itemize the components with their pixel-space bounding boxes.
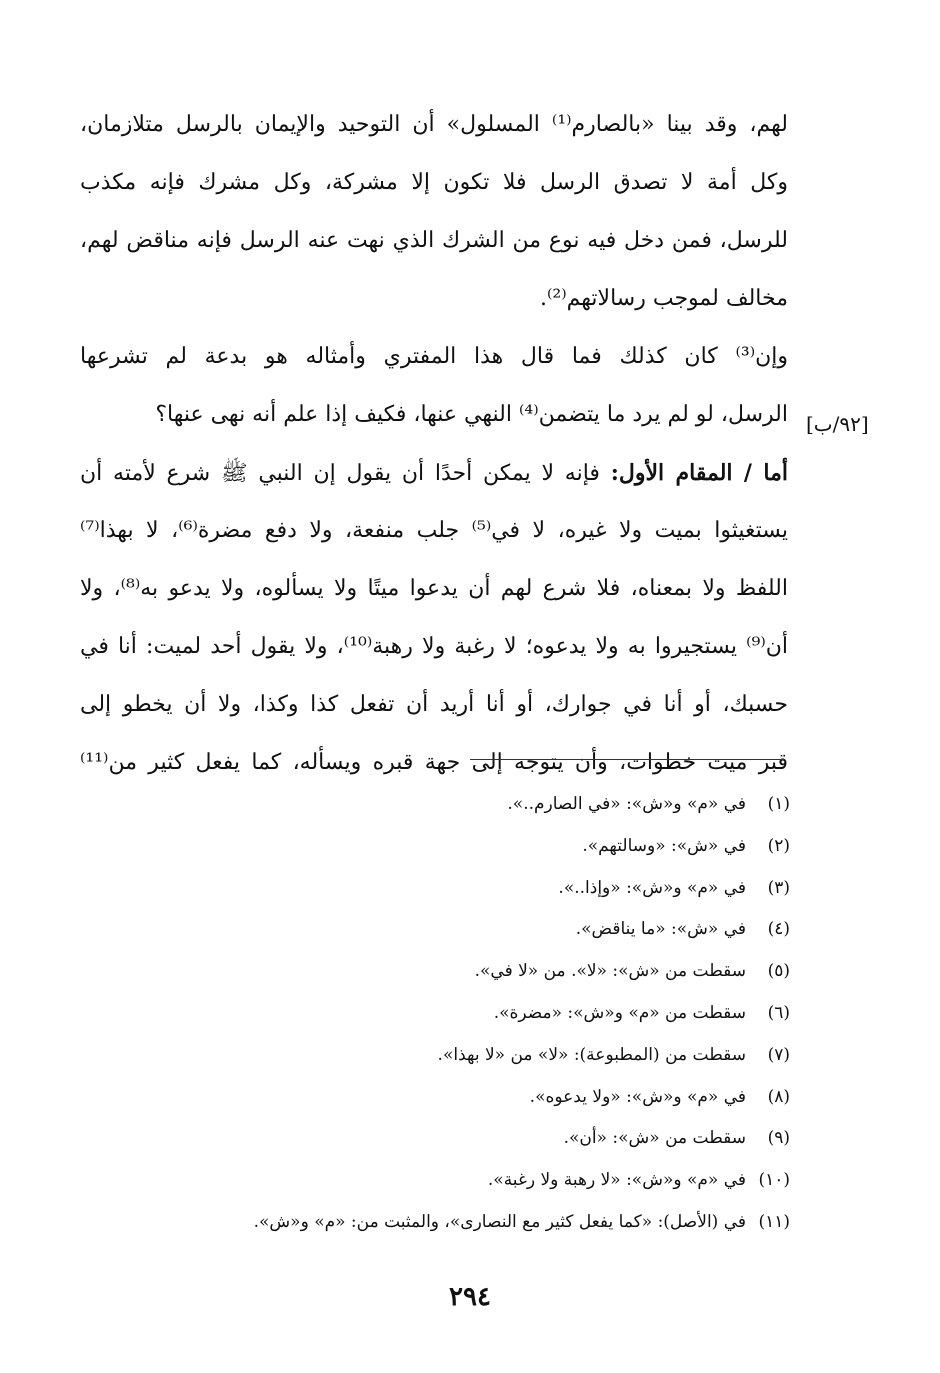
- footnote-number: (٥): [767, 961, 790, 982]
- footnote-text: في «ش»: «وسالتهم».: [582, 835, 746, 856]
- text-line: قبر ميت خطوات، وأن يتوجه إلى جهة قبره ويسأله، كما يفعل كثير من⁽¹¹⁾: [80, 750, 788, 775]
- text-line: لهم، وقد بينا «بالصارم⁽¹⁾ المسلول» أن التوحيد والإيمان بالرسل متلازمان،: [80, 112, 788, 137]
- footnote: [140, 909, 790, 951]
- text-line-with-heading: [80, 444, 788, 502]
- footnote-number: (٣): [767, 877, 790, 898]
- manuscript-folio-marker: [٩٢/ب]: [806, 412, 869, 436]
- footnotes: [140, 784, 790, 1244]
- text-line: وإن⁽³⁾ كان كذلك فما قال هذا المفتري وأمثاله هو بدعة لم تشرعها: [80, 344, 788, 369]
- footnote-number: (٤): [767, 919, 790, 940]
- footnote-number: (١٠): [758, 1170, 790, 1191]
- text-line: اللفظ ولا بمعناه، فلا شرع لهم أن يدعوا ميتًا ولا يسألوه، ولا يدعو به⁽⁸⁾، ولا: [80, 576, 788, 601]
- page-number: ٢٩٤: [449, 1282, 491, 1312]
- main-text: [80, 96, 788, 792]
- footnote-number: (٢): [767, 835, 790, 856]
- text-line: حسبك، أو أنا في جوارك، أو أنا أريد أن تفعل كذا وكذا، ولا أن يخطو إلى: [80, 692, 788, 717]
- footnote: [140, 1077, 790, 1119]
- footnote-number: (٩): [767, 1128, 790, 1149]
- text-line: مخالف لموجب رسالاتهم⁽²⁾.: [540, 286, 788, 311]
- footnote-text: في (الأصل): «كما يفعل كثير مع النصارى»، والمثبت من: «م» و«ش».: [253, 1211, 746, 1232]
- footnote-number: (٦): [767, 1002, 790, 1023]
- footnote: [140, 951, 790, 993]
- footnote: [140, 826, 790, 868]
- text-line: يستغيثوا بميت ولا غيره، لا في⁽⁵⁾ جلب منفعة، ولا دفع مضرة⁽⁶⁾، لا بهذا⁽⁷⁾: [80, 518, 788, 543]
- footnote-text: في «م» و«ش»: «ولا يدعوه».: [529, 1086, 746, 1107]
- footnote-text: سقطت من «ش»: «لا». من «لا في».: [474, 961, 746, 982]
- footnote-text: في «م» و«ش»: «في الصارم..».: [507, 794, 746, 814]
- footnote: [140, 1035, 790, 1077]
- footnote-number: (٧): [767, 1044, 790, 1065]
- footnote: [140, 784, 790, 826]
- footnote-text: سقطت من «م» و«ش»: «مضرة».: [493, 1002, 746, 1023]
- footnote-divider: [470, 759, 784, 760]
- footnote-text: في «م» و«ش»: «وإذا..».: [558, 877, 746, 898]
- section-heading: أما / المقام الأول:: [610, 460, 788, 486]
- text-line: الرسل، لو لم يرد ما يتضمن⁽⁴⁾ النهي عنها، فكيف إذا علم أنه نهى عنها؟: [155, 402, 788, 427]
- text-line: للرسل، فمن دخل فيه نوع من الشرك الذي نهت عنه الرسل فإنه مناقض لهم،: [80, 228, 788, 253]
- footnote-text: سقطت من (المطبوعة): «لا» من «لا بهذا».: [437, 1044, 746, 1065]
- text-line: فإنه لا يمكن أحدًا أن يقول إن النبي ﷺ شرع لأمته أن: [80, 461, 600, 486]
- footnote: [140, 993, 790, 1035]
- text-line: وكل أمة لا تصدق الرسل فلا تكون إلا مشركة، وكل مشرك فإنه مكذب: [80, 170, 788, 195]
- footnote: [140, 1118, 790, 1160]
- footnote-text: في «م» و«ش»: «لا رهبة ولا رغبة».: [487, 1170, 746, 1191]
- footnote: [140, 1202, 790, 1244]
- footnote-number: (١١): [758, 1211, 790, 1232]
- footnote: [140, 1160, 790, 1202]
- footnote-number: (٨): [767, 1086, 790, 1107]
- footnote-text: في «ش»: «ما يناقض».: [575, 919, 746, 940]
- text-line: أن⁽⁹⁾ يستجيروا به ولا يدعوه؛ لا رغبة ولا رهبة⁽¹⁰⁾، ولا يقول أحد لميت: أنا في: [80, 634, 788, 659]
- footnote-number: (١): [767, 794, 790, 814]
- footnote-text: سقطت من «ش»: «أن».: [563, 1128, 746, 1149]
- footnote: [140, 868, 790, 910]
